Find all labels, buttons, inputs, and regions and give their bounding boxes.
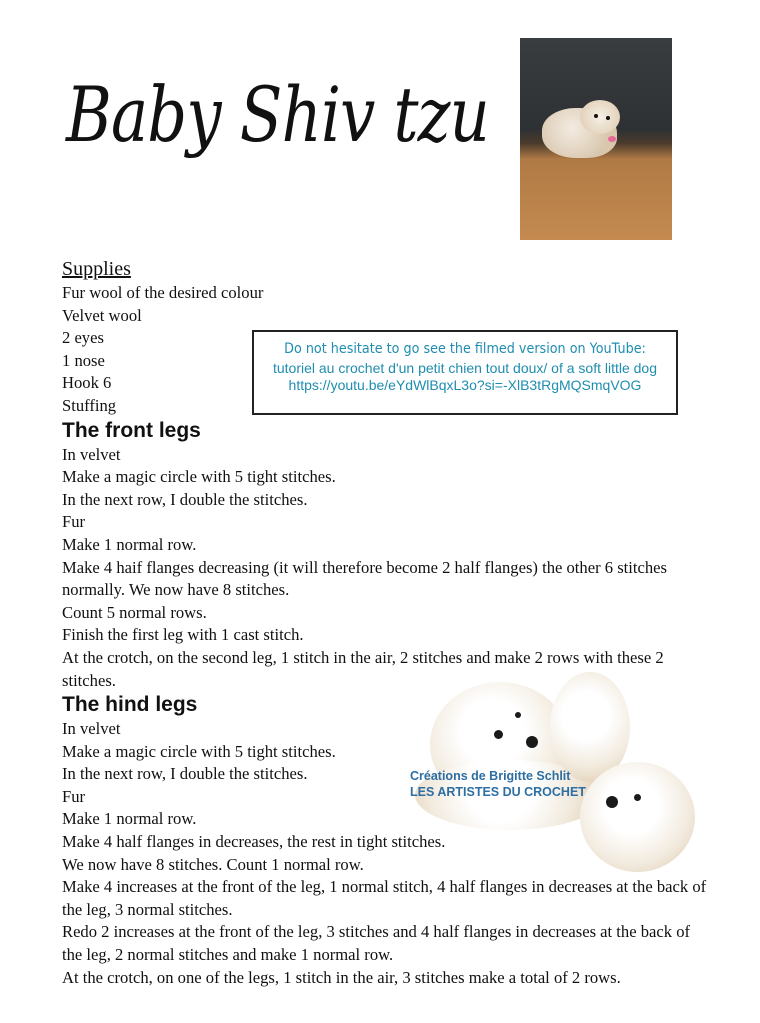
- credit-line: Créations de Brigitte Schlit: [410, 769, 571, 783]
- supply-item: Fur wool of the desired colour: [62, 283, 264, 302]
- instruction-line: Fur: [62, 786, 86, 806]
- supply-item: Velvet wool: [62, 305, 142, 325]
- front-legs-heading: The front legs: [62, 418, 201, 442]
- instruction-line: We now have 8 stitches. Count 1 normal row.: [62, 854, 364, 874]
- instruction-line: Make 1 normal row.: [62, 809, 197, 829]
- instruction-line: In velvet: [62, 444, 121, 464]
- instruction-line: In velvet: [62, 719, 121, 739]
- supply-item: Hook 6: [62, 373, 112, 393]
- instruction-line: Make 4 haif flanges decreasing (it will therefore become 2 half flanges) the other 6 stitches normally. We now have 8 stitches.: [62, 557, 667, 600]
- supply-item: Stuffing: [62, 395, 117, 415]
- dog-head: [580, 100, 620, 134]
- credit-line: LES ARTISTES DU CROCHET: [410, 785, 586, 799]
- instruction-line: Count 5 normal rows.: [62, 602, 207, 622]
- instruction-line: Fur: [62, 512, 86, 532]
- hind-legs-heading: The hind legs: [62, 693, 198, 717]
- instruction-line: Make 4 increases at the front of the leg, 1 normal stitch, 4 half flanges in decreases at the back of the leg, 3 normal stitches.: [62, 877, 707, 919]
- instruction-line: At the crotch, on the second leg, 1 stitch in the air, 2 stitches and make 2 rows with these 2 stitches.: [62, 647, 664, 690]
- dog-eye: [594, 114, 598, 118]
- page-title: Baby Shiv tzu: [66, 70, 490, 159]
- instruction-line: Finish the first leg with 1 cast stitch.: [62, 625, 304, 645]
- supply-item: 2 eyes: [62, 328, 104, 348]
- supply-item: 1 nose: [62, 350, 105, 370]
- instruction-line: At the crotch, on one of the legs, 1 stitch in the air, 3 stitches make a total of 2 rows.: [62, 967, 621, 987]
- youtube-link-box: [252, 330, 678, 415]
- instruction-line: In the next row, I double the stitches.: [62, 764, 308, 784]
- instruction-line: Make a magic circle with 5 tight stitches.: [62, 467, 336, 487]
- supplies-heading: Supplies: [62, 258, 131, 280]
- dog-tongue: [608, 136, 616, 142]
- instruction-line: In the next row, I double the stitches.: [62, 489, 308, 509]
- dog-photo: [520, 38, 672, 240]
- instruction-line: Make 4 half flanges in decreases, the rest in tight stitches.: [62, 832, 446, 852]
- instruction-line: Make 1 normal row.: [62, 534, 197, 554]
- youtube-url-link[interactable]: https://youtu.be/eYdWlBqxL3o?si=-XlB3tRgMQSmqVOG: [288, 377, 642, 393]
- instruction-line: Make a magic circle with 5 tight stitches.: [62, 741, 336, 761]
- youtube-intro: Do not hesitate to go see the filmed version on YouTube:: [284, 341, 646, 357]
- youtube-video-title: tutoriel au crochet d'un petit chien tout doux/ of a soft little dog: [272, 360, 658, 376]
- instruction-line: Redo 2 increases at the front of the leg, 3 stitches and 4 half flanges in decreases at the back of the leg, 2 normal stitches and make 1 normal row.: [62, 922, 691, 965]
- dog-eye: [606, 116, 610, 120]
